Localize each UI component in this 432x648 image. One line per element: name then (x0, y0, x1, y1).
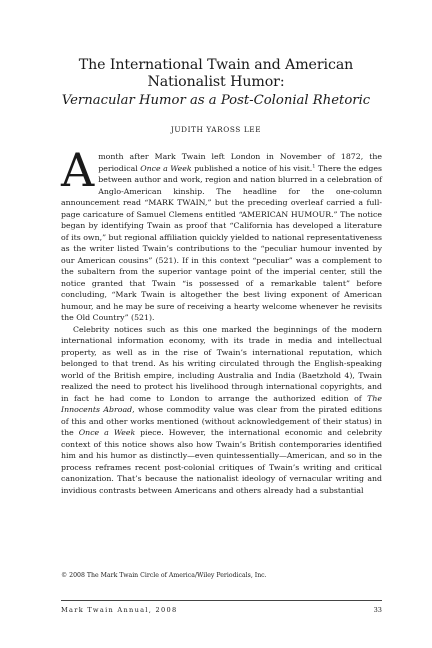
paragraph-2-text-b: , whose commodity value was clear from the pirated editions of this and other works mentioned (without acknowledgement of their status) in the (61, 405, 382, 437)
footnote-marker[interactable]: 1 (312, 162, 316, 169)
paragraph-2 (61, 324, 382, 497)
article-author: JUDITH YAROSS LEE (170, 125, 262, 134)
book-title: The Innocents Abroad (61, 393, 382, 414)
footer-rule (61, 600, 382, 601)
paragraph-1 (61, 143, 382, 324)
article-title-line2: Nationalist Humor: (147, 74, 285, 90)
paragraph-1-text-a: month after Mark Twain left London in November of 1872, the periodical (98, 152, 382, 173)
paragraph-1-text-b: published a notice of his visit. (191, 163, 313, 173)
copyright-notice: © 2008 The Mark Twain Circle of America/Wiley Periodicals, Inc. (61, 572, 267, 579)
page-number: 33 (373, 606, 382, 614)
article-body (61, 143, 382, 496)
periodical-title: Once a Week (140, 163, 192, 173)
paragraph-1-text-c: There the edges between author and work, region and nation blurred in a celebration of Anglo-American kinship. The headline for the one-column announcement read “MARK TWAIN,” but the preceding overleaf carried a full-page caricature of Samuel Clemens entitled “AMERICAN HUMOUR.” The notice began by identifying Twain as proof that “California has developed a literature of its own,” but regional affiliation quickly yielded to national representativeness as the writer listed Twain’s contributions to the “peculiar humour invented by our American cousins” (521). If in this context “peculiar” was a complement to the subaltern from the superior vantage point of the imperial center, still the notice granted that Twain “is possessed of a remarkable talent” before concluding, “Mark Twain is altogether the best living exponent of American humour, and he may be sure of receiving a hearty welcome whenever he revisits the Old Country” (521). (61, 163, 382, 322)
article-subtitle: Vernacular Humor as a Post-Colonial Rhetoric (61, 93, 371, 108)
periodical-title-2: Once a Week (78, 428, 136, 437)
article-title (40, 57, 392, 91)
paragraph-2-text-c: piece. However, the international economic and celebrity context of this notice shows also how Twain’s British contemporaries identified him and his humor as distinctly—even quintessentially—American, and so in the process reframes recent post-colonial critiques of Twain’s writing and critical canonization. That’s because the nationalist ideology of vernacular writing and invidious contrasts between Americans and others already had a substantial (61, 428, 382, 495)
drop-cap: A (61, 143, 95, 197)
running-footer-journal: Mark Twain Annual, 2008 (61, 606, 178, 614)
paragraph-2-text-a: Celebrity notices such as this one marked the beginnings of the modern international information economy, with its trade in media and intellectual property, as well as in the rise of Twain’s international reputation, which belonged to that trend. As his writing circulated through the English-speaking world of the British empire, including Australia and India (Baetzhold 4), Twain realized the need to protect his livelihood through international copyrights, and in fact he had come to London to arrange the authorized edition of (61, 324, 382, 403)
article-title-line1: The International Twain and American (78, 57, 354, 73)
